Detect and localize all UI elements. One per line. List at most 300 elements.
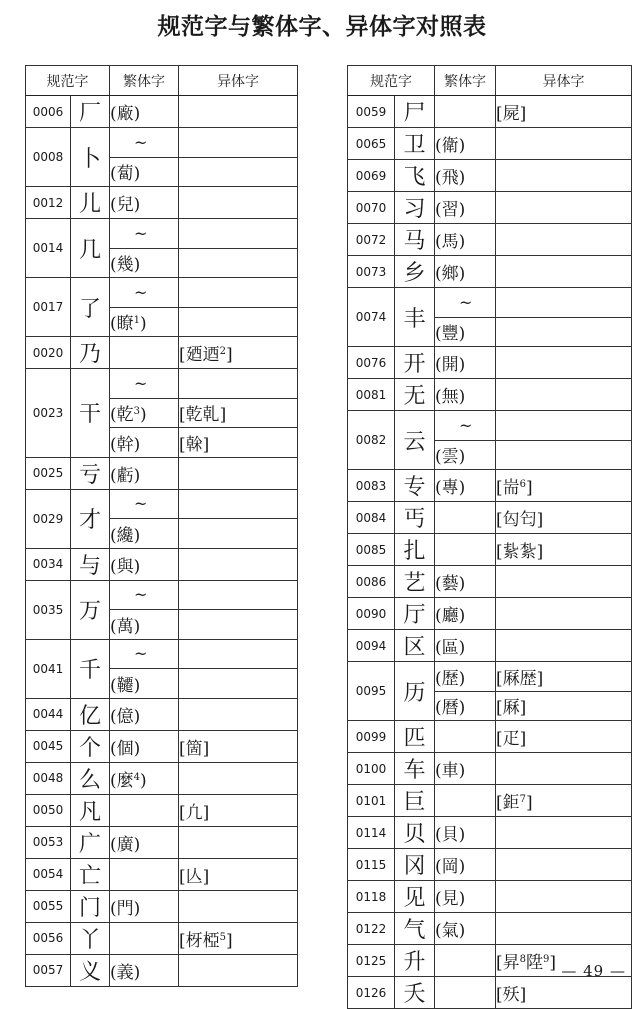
standard-char: 儿	[71, 187, 110, 219]
table-row	[26, 337, 298, 369]
traditional-char	[110, 858, 179, 890]
char-code: 0070	[348, 192, 395, 224]
traditional-char	[110, 187, 179, 219]
traditional-char	[110, 278, 179, 308]
variant-text: [匃匄]	[496, 510, 544, 530]
header-variant: 异体字	[179, 66, 298, 96]
traditional-text: (廠)	[110, 104, 141, 124]
traditional-text: ~	[134, 373, 148, 393]
traditional-text: ~	[134, 644, 148, 664]
standard-char: 气	[395, 913, 435, 945]
table-row	[26, 730, 298, 762]
table-row	[348, 753, 632, 785]
table-row	[26, 794, 298, 826]
variant-char	[496, 817, 632, 849]
standard-char: 扎	[395, 534, 435, 566]
char-code: 0034	[26, 548, 71, 580]
traditional-char	[110, 698, 179, 730]
table-row	[348, 470, 632, 502]
variant-char	[496, 470, 632, 502]
traditional-char	[110, 890, 179, 922]
variant-char	[179, 610, 298, 640]
traditional-text-end: )	[140, 314, 147, 335]
traditional-text: (個)	[110, 738, 141, 759]
char-code: 0084	[348, 502, 395, 534]
standard-char: 丐	[395, 502, 435, 534]
page-title: 规范字与繁体字、异体字对照表	[157, 14, 487, 40]
variant-char	[496, 96, 632, 128]
standard-char: 广	[71, 826, 110, 858]
variant-text: [廼迺	[179, 345, 220, 365]
traditional-char	[435, 470, 496, 502]
header-row	[348, 66, 632, 96]
standard-char: 马	[395, 224, 435, 256]
traditional-char	[435, 288, 496, 318]
variant-char	[179, 639, 298, 669]
char-code: 0072	[348, 224, 395, 256]
left-table-body	[26, 96, 298, 987]
char-code: 0035	[26, 580, 71, 639]
variant-text-end: ]	[549, 953, 557, 973]
standard-char: 亡	[71, 858, 110, 890]
variant-char	[179, 337, 298, 369]
char-code: 0020	[26, 337, 71, 369]
variant-char	[496, 977, 632, 1009]
standard-char: 见	[395, 881, 435, 913]
header-variant: 异体字	[496, 66, 632, 96]
char-code: 0101	[348, 785, 395, 817]
traditional-text: (兒)	[110, 195, 141, 215]
traditional-char	[435, 849, 496, 881]
traditional-char	[110, 762, 179, 794]
traditional-text: (開)	[435, 355, 466, 375]
char-code: 0045	[26, 730, 71, 762]
traditional-text: (習)	[435, 200, 466, 220]
variant-char	[179, 762, 298, 794]
footnote-marker: 4	[133, 771, 141, 783]
variant-char	[496, 347, 632, 379]
table-row	[26, 548, 298, 580]
variant-char	[496, 256, 632, 288]
table-row	[26, 580, 298, 610]
traditional-text: (與)	[110, 556, 141, 577]
traditional-char	[435, 317, 496, 347]
traditional-text: (幾)	[110, 255, 141, 276]
table-row	[348, 662, 632, 692]
standard-char: 尸	[395, 96, 435, 128]
table-row	[348, 411, 632, 441]
traditional-char	[435, 192, 496, 224]
table-row	[26, 369, 298, 399]
variant-char	[179, 398, 298, 428]
variant-char	[496, 502, 632, 534]
header-traditional: 繁体字	[435, 66, 496, 96]
traditional-char	[110, 128, 179, 158]
traditional-text: (纔)	[110, 525, 141, 546]
char-code: 0048	[26, 762, 71, 794]
char-code: 0126	[348, 977, 395, 1009]
header-row	[26, 66, 298, 96]
standard-char: 历	[395, 662, 435, 721]
traditional-char	[435, 347, 496, 379]
traditional-char	[110, 489, 179, 519]
standard-char: 巨	[395, 785, 435, 817]
table-row	[348, 598, 632, 630]
variant-char	[496, 534, 632, 566]
traditional-char	[110, 157, 179, 187]
standard-char: 飞	[395, 160, 435, 192]
left-table	[25, 65, 298, 987]
table-row	[348, 913, 632, 945]
char-code: 0074	[348, 288, 395, 347]
char-code: 0065	[348, 128, 395, 160]
footnote-marker: 8	[519, 954, 527, 965]
variant-text: [耑	[496, 478, 520, 498]
traditional-text: ~	[459, 415, 473, 435]
standard-char: 干	[71, 369, 110, 458]
variant-text: [厤]	[496, 698, 527, 719]
variant-char	[496, 691, 632, 721]
standard-char: 几	[71, 219, 110, 278]
traditional-text: (飛)	[435, 168, 466, 188]
table-row	[26, 457, 298, 489]
traditional-text: (幹)	[110, 434, 141, 455]
table-row	[348, 224, 632, 256]
variant-text: [凢]	[179, 802, 210, 823]
standard-char: 了	[71, 278, 110, 337]
variant-char	[496, 721, 632, 753]
table-row	[348, 849, 632, 881]
standard-char: 艺	[395, 566, 435, 598]
variant-char	[179, 548, 298, 580]
variant-text: [疋]	[496, 729, 527, 749]
char-code: 0125	[348, 945, 395, 977]
traditional-text: (見)	[435, 889, 466, 909]
variant-char	[179, 157, 298, 187]
traditional-char	[435, 440, 496, 470]
table-row	[348, 534, 632, 566]
variant-char	[496, 566, 632, 598]
variant-char	[179, 580, 298, 610]
traditional-text: (無)	[435, 387, 466, 407]
standard-char: 开	[395, 347, 435, 379]
standard-char: 厂	[71, 96, 110, 128]
traditional-text: (乾	[110, 405, 134, 426]
char-code: 0086	[348, 566, 395, 598]
table-row	[348, 379, 632, 411]
variant-char	[179, 248, 298, 278]
footnote-marker: 3	[133, 406, 141, 418]
traditional-char	[110, 954, 179, 986]
traditional-char	[110, 580, 179, 610]
variant-char	[496, 224, 632, 256]
char-code: 0100	[348, 753, 395, 785]
traditional-char	[435, 96, 496, 128]
standard-char: 万	[71, 580, 110, 639]
table-row	[26, 698, 298, 730]
traditional-char	[110, 548, 179, 580]
table-row	[348, 502, 632, 534]
variant-char	[496, 913, 632, 945]
char-code: 0055	[26, 890, 71, 922]
traditional-text: (韆)	[110, 675, 141, 696]
variant-char	[496, 160, 632, 192]
traditional-text: (藝)	[435, 574, 466, 594]
table-row	[26, 96, 298, 128]
traditional-text: (鄉)	[435, 264, 466, 284]
variant-text: [昇	[496, 953, 520, 973]
variant-char	[496, 317, 632, 347]
variant-char	[179, 369, 298, 399]
traditional-char	[110, 398, 179, 428]
table-row	[348, 192, 632, 224]
char-code: 0115	[348, 849, 395, 881]
variant-char	[179, 698, 298, 730]
footnote-marker: 9	[543, 954, 550, 965]
right-table-body	[348, 96, 632, 1009]
variant-text: 陞	[526, 953, 544, 973]
traditional-text: (億)	[110, 706, 141, 727]
standard-char: 亿	[71, 698, 110, 730]
standard-char: 丰	[395, 288, 435, 347]
traditional-text: (衛)	[435, 136, 466, 156]
table-row	[26, 219, 298, 249]
table-row	[348, 128, 632, 160]
header-standard: 规范字	[348, 66, 435, 96]
char-code: 0053	[26, 826, 71, 858]
standard-char: 夭	[395, 977, 435, 1009]
traditional-char	[110, 639, 179, 669]
table-row	[348, 817, 632, 849]
traditional-text: ~	[134, 132, 148, 152]
traditional-char	[435, 128, 496, 160]
variant-text: [厤歴]	[496, 668, 544, 689]
traditional-text: (瞭	[110, 314, 134, 335]
traditional-char	[435, 945, 496, 977]
standard-char: 丫	[71, 922, 110, 954]
footnote-marker: 6	[519, 479, 527, 490]
traditional-text: (車)	[435, 761, 466, 781]
char-code: 0076	[348, 347, 395, 379]
char-code: 0081	[348, 379, 395, 411]
char-code: 0012	[26, 187, 71, 219]
traditional-text: (廣)	[110, 834, 141, 855]
traditional-char	[435, 817, 496, 849]
header-traditional: 繁体字	[110, 66, 179, 96]
traditional-char	[435, 256, 496, 288]
char-code: 0085	[348, 534, 395, 566]
variant-text: [亾]	[179, 866, 210, 887]
traditional-text: (豐)	[435, 324, 466, 345]
traditional-char	[110, 96, 179, 128]
traditional-char	[110, 369, 179, 399]
standard-char: 义	[71, 954, 110, 986]
traditional-char	[435, 534, 496, 566]
traditional-text: (蔔)	[110, 164, 141, 185]
char-code: 0056	[26, 922, 71, 954]
variant-char	[496, 753, 632, 785]
traditional-char	[110, 794, 179, 826]
footnote-marker: 1	[133, 315, 141, 327]
char-code: 0054	[26, 858, 71, 890]
variant-text-end: ]	[226, 930, 233, 951]
footnote-marker: 5	[219, 931, 227, 943]
traditional-char	[435, 598, 496, 630]
traditional-char	[110, 730, 179, 762]
char-code: 0059	[348, 96, 395, 128]
variant-text-end: ]	[526, 478, 533, 498]
traditional-char	[110, 519, 179, 549]
table-row	[348, 977, 632, 1009]
table-row	[26, 890, 298, 922]
traditional-char	[435, 160, 496, 192]
traditional-text: (專)	[435, 478, 466, 498]
variant-text: [紥紮]	[496, 542, 544, 562]
traditional-char	[110, 428, 179, 458]
traditional-char	[435, 753, 496, 785]
standard-char: 专	[395, 470, 435, 502]
variant-char	[496, 379, 632, 411]
variant-text: [屍]	[496, 104, 527, 124]
traditional-char	[110, 826, 179, 858]
traditional-char	[435, 977, 496, 1009]
variant-char	[179, 96, 298, 128]
char-code: 0114	[348, 817, 395, 849]
char-code: 0023	[26, 369, 71, 458]
table-row	[348, 347, 632, 379]
variant-char	[179, 826, 298, 858]
traditional-char	[435, 881, 496, 913]
traditional-text: (區)	[435, 638, 466, 658]
traditional-char	[435, 721, 496, 753]
traditional-text: ~	[134, 223, 148, 243]
variant-text-end: ]	[526, 793, 533, 813]
standard-char: 卫	[395, 128, 435, 160]
variant-char	[179, 128, 298, 158]
traditional-char	[435, 379, 496, 411]
standard-char: 习	[395, 192, 435, 224]
traditional-text: ~	[134, 585, 148, 605]
table-row	[26, 489, 298, 519]
right-table	[347, 65, 632, 1009]
table-row	[26, 922, 298, 954]
standard-char: 么	[71, 762, 110, 794]
variant-char	[179, 489, 298, 519]
char-code: 0082	[348, 411, 395, 470]
variant-char	[179, 457, 298, 489]
variant-char	[179, 890, 298, 922]
char-code: 0044	[26, 698, 71, 730]
traditional-text: ~	[134, 282, 148, 302]
table-row	[348, 785, 632, 817]
variant-char	[179, 669, 298, 699]
table-row	[26, 858, 298, 890]
traditional-char	[110, 922, 179, 954]
variant-char	[179, 858, 298, 890]
standard-char: 与	[71, 548, 110, 580]
char-code: 0025	[26, 457, 71, 489]
traditional-text: ~	[134, 494, 148, 514]
traditional-char	[435, 913, 496, 945]
char-code: 0057	[26, 954, 71, 986]
variant-char	[496, 881, 632, 913]
variant-char	[179, 519, 298, 549]
char-code: 0095	[348, 662, 395, 721]
variant-char	[496, 785, 632, 817]
variant-char	[496, 440, 632, 470]
variant-char	[179, 794, 298, 826]
char-code: 0073	[348, 256, 395, 288]
traditional-text: (岡)	[435, 857, 466, 877]
variant-text: [亁乹]	[179, 405, 227, 426]
table-row	[348, 566, 632, 598]
header-standard: 规范字	[26, 66, 110, 96]
traditional-text: (虧)	[110, 465, 141, 486]
standard-char: 区	[395, 630, 435, 662]
char-code: 0099	[348, 721, 395, 753]
standard-char: 无	[395, 379, 435, 411]
standard-char: 乃	[71, 337, 110, 369]
variant-char	[496, 662, 632, 692]
traditional-char	[110, 669, 179, 699]
standard-char: 匹	[395, 721, 435, 753]
table-row	[26, 826, 298, 858]
standard-char: 车	[395, 753, 435, 785]
footnote-marker: 2	[219, 346, 227, 357]
char-code: 0090	[348, 598, 395, 630]
table-row	[348, 721, 632, 753]
variant-char	[496, 192, 632, 224]
standard-char: 云	[395, 411, 435, 470]
standard-char: 卜	[71, 128, 110, 187]
variant-text: [箇]	[179, 738, 210, 759]
traditional-text-end: )	[140, 770, 147, 791]
standard-char: 厅	[395, 598, 435, 630]
traditional-char	[435, 785, 496, 817]
traditional-char	[110, 307, 179, 337]
char-code: 0041	[26, 639, 71, 698]
table-row	[348, 881, 632, 913]
standard-char: 才	[71, 489, 110, 548]
traditional-char	[110, 337, 179, 369]
variant-text-end: ]	[226, 345, 233, 365]
standard-char: 升	[395, 945, 435, 977]
traditional-text: (雲)	[435, 447, 466, 468]
standard-char: 贝	[395, 817, 435, 849]
standard-char: 千	[71, 639, 110, 698]
variant-char	[496, 849, 632, 881]
variant-char	[179, 187, 298, 219]
footnote-marker: 7	[519, 794, 527, 805]
traditional-text: (氣)	[435, 921, 466, 941]
variant-text: [榦]	[179, 434, 210, 455]
table-row	[348, 630, 632, 662]
traditional-char	[435, 224, 496, 256]
traditional-text-end: )	[140, 405, 147, 426]
traditional-char	[435, 630, 496, 662]
table-row	[348, 288, 632, 318]
variant-char	[179, 954, 298, 986]
char-code: 0094	[348, 630, 395, 662]
variant-char	[496, 128, 632, 160]
standard-char: 个	[71, 730, 110, 762]
table-row	[26, 639, 298, 669]
variant-text: [枒椏	[179, 930, 220, 951]
standard-char: 亏	[71, 457, 110, 489]
traditional-text: (貝)	[435, 825, 466, 845]
variant-text: [鉅	[496, 793, 520, 813]
table-row	[348, 160, 632, 192]
